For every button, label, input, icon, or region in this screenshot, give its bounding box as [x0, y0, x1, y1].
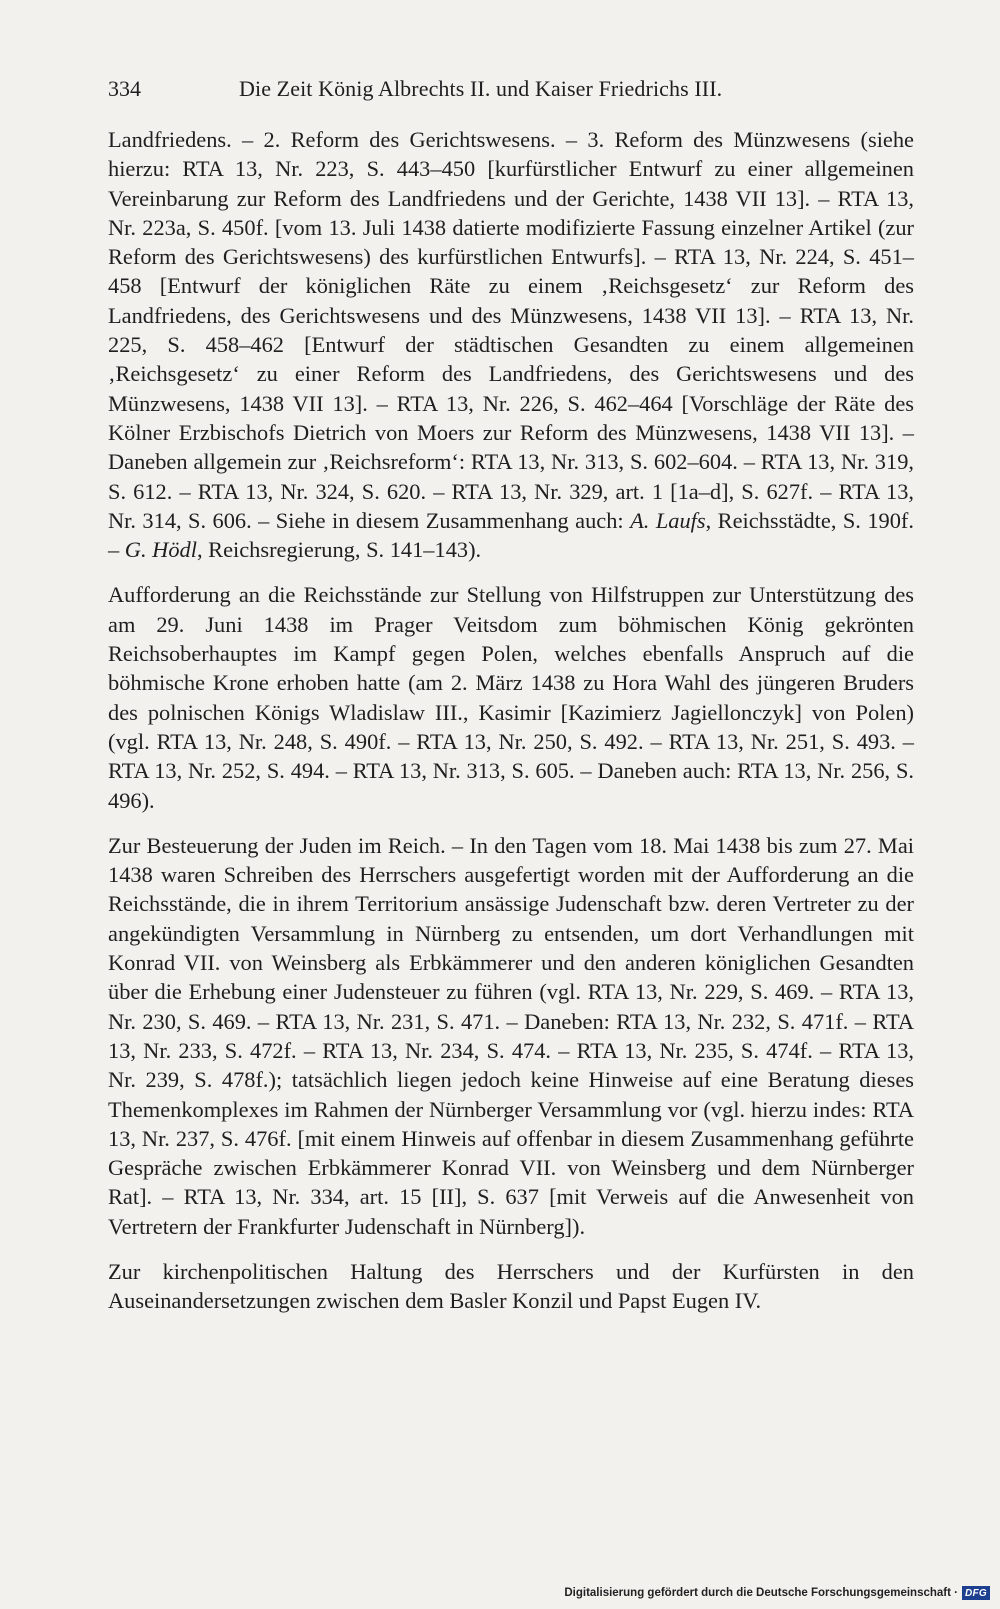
dfg-logo: DFG — [962, 1586, 990, 1600]
paragraph-kirchenpolitik: Zur kirchenpolitischen Haltung des Herrschers und der Kurfürsten in den Auseinandersetzungen zwischen dem Basler Konzil und Papst Eugen IV. — [108, 1258, 914, 1314]
digitization-footer — [564, 1583, 990, 1603]
author-name: G. Hödl — [124, 537, 197, 563]
body-text — [108, 125, 914, 1332]
page-number: 334 — [108, 76, 141, 101]
paragraph-hilfstruppen: Aufforderung an die Reichsstände zur Stellung von Hilfstruppen zur Unterstützung des am 29. Juni 1438 im Prager Veitsdom zum böhmischen König gekrönten Reichsoberhauptes im Kampf gegen Polen, welches ebenfalls Anspruch auf die böhmische Krone erhoben hatte (am 2. März 1438 zu Hora Wahl des jüngeren Bruders des polnischen Königs Wladislaw III., Kasimir [Kazimierz Jagiellonczyk] von Polen) (vgl. RTA 13, Nr. 248, S. 490f. – RTA 13, Nr. 250, S. 492. – RTA 13, Nr. 251, S. 493. – RTA 13, Nr. 252, S. 494. – RTA 13, Nr. 313, S. 605. – Daneben auch: RTA 13, Nr. 256, S. 496). — [108, 582, 914, 813]
paragraph-judensteuer: Zur Besteuerung der Juden im Reich. – In den Tagen vom 18. Mai 1438 bis zum 27. Mai 1438 waren Schreiben des Herrschers ausgefertigt worden mit der Aufforderung an die Reichsstände, die in ihrem Territorium ansässige Judenschaft bzw. deren Vertreter zu der angekündigten Versammlung in Nürnberg zu entsenden, um dort Verhandlungen mit Konrad VII. von Weinsberg als Erbkämmerer und den anderen königlichen Gesandten über die Erhebung einer Judensteuer zu führen (vgl. RTA 13, Nr. 229, S. 469. – RTA 13, Nr. 230, S. 469. – RTA 13, Nr. 231, S. 471. – Daneben: RTA 13, Nr. 232, S. 471f. – RTA 13, Nr. 233, S. 472f. – RTA 13, Nr. 234, S. 474. – RTA 13, Nr. 235, S. 474f. – RTA 13, Nr. 239, S. 478f.); tatsächlich liegen jedoch keine Hinweise auf eine Beratung dieses Themenkomplexes im Rahmen der Nürnberger Versammlung vor (vgl. hierzu indes: RTA 13, Nr. 237, S. 476f. [mit einem Hinweis auf offenbar in diesem Zusammenhang geführte Gespräche zwischen Erbkämmerer Konrad VII. von Weinsberg und dem Nürnberger Rat]. – RTA 13, Nr. 334, art. 15 [II], S. 637 [mit Verweis auf die Anwesenheit von Vertretern der Frankfurter Judenschaft in Nürnberg]). — [108, 832, 914, 1239]
footer-text: Digitalisierung gefördert durch die Deutsche Forschungsgemeinschaft · — [564, 1587, 958, 1599]
author-name: A. Laufs — [630, 507, 706, 533]
paragraph-reform-references: Landfriedens. – 2. Reform des Gerichtswesens. – 3. Reform des Münzwesens (siehe hierzu: RTA 13, Nr. 223, S. 443–450 [kurfürstlicher Entwurf zu einer allgemeinen Vereinbarung zur Reform des Landfriedens und der Gerichte, 1438 VII 13]. – RTA 13, Nr. 223a, S. 450f. [vom 13. Juli 1438 datierte modifizierte Fassung einzelner Artikel (zur Reform des Gerichtswesens) des kurfürstlichen Entwurfs]. – RTA 13, Nr. 224, S. 451–458 [Entwurf der königlichen Räte zu einem ‚Reichsgesetz‘ zur Reform des Landfriedens, des Gerichtswesens und des Münzwesens, 1438 VII 13]. – RTA 13, Nr. 225, S. 458–462 [Entwurf der städtischen Gesandten zu einem allgemeinen ‚Reichsgesetz‘ zu einer Reform des Landfriedens, des Gerichtswesens und des Münzwesens, 1438 VII 13]. – RTA 13, Nr. 226, S. 462–464 [Vorschläge der Räte des Kölner Erzbischofs Dietrich von Moers zur Reform des Münzwesens, 1438 VII 13]. – Daneben allgemein zur ‚Reichsreform‘: RTA 13, Nr. 313, S. 602–604. – RTA 13, Nr. 319, S. 612. – RTA 13, Nr. 324, S. 620. – RTA 13, Nr. 329, art. 1 [1a–d], S. 627f. – RTA 13, Nr. 314, S. 606. – Siehe in diesem Zusammenhang auch: A. Laufs, Reichsstädte, S. 190f. – G. Hödl, Reichsregierung, S. 141–143). — [108, 127, 914, 563]
running-head — [108, 74, 914, 104]
running-title: Die Zeit König Albrechts II. und Kaiser Friedrichs III. — [239, 76, 723, 101]
